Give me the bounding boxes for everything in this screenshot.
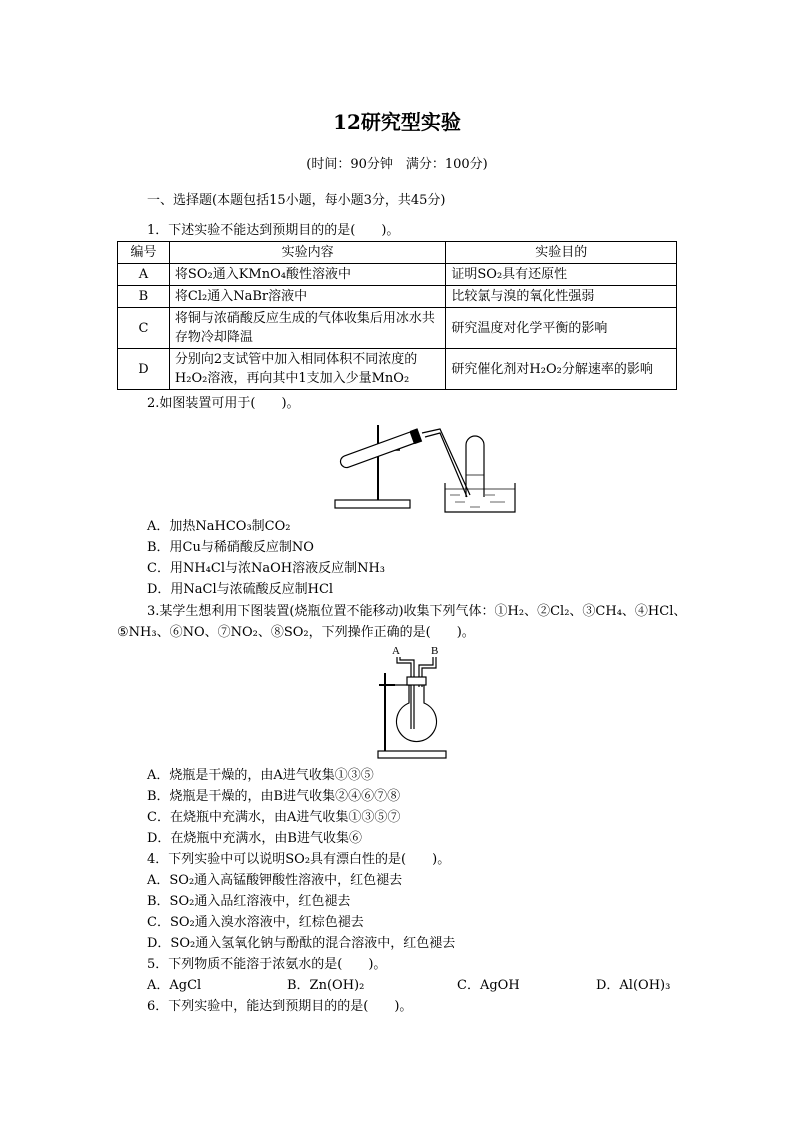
q1-table <box>117 241 677 390</box>
q1-stem: 1．下述实验不能达到预期目的的是( )。 <box>147 223 400 238</box>
q2-stem: 2.如图装置可用于( )。 <box>147 396 300 411</box>
row-purpose: 比较氯与溴的氧化性强弱 <box>446 286 677 308</box>
page-title: 12研究型实验 <box>333 110 461 134</box>
q5-option-a: A．AgCl <box>147 978 202 993</box>
q2-option-a: A．加热NaHCO₃制CO₂ <box>147 519 291 534</box>
q4-stem: 4．下列实验中可以说明SO₂具有漂白性的是( )。 <box>147 852 451 867</box>
table-row <box>118 264 677 286</box>
q2-apparatus-diagram <box>330 415 520 515</box>
row-content: 将SO₂通入KMnO₄酸性溶液中 <box>169 264 445 286</box>
row-content: 将Cl₂通入NaBr溶液中 <box>169 286 445 308</box>
label-b: B <box>431 645 439 657</box>
q2-option-c: C．用NH₄Cl与浓NaOH溶液反应制NH₃ <box>147 561 386 576</box>
row-purpose: 研究温度对化学平衡的影响 <box>446 308 677 349</box>
row-id: C <box>118 308 170 349</box>
label-a: A <box>392 645 400 657</box>
row-id: A <box>118 264 170 286</box>
q3-option-b: B．烧瓶是干燥的，由B进气收集②④⑥⑦⑧ <box>147 789 401 804</box>
header-purpose: 实验目的 <box>446 242 677 264</box>
q2-option-b: B．用Cu与稀硝酸反应制NO <box>147 540 314 555</box>
q4-option-c: C．SO₂通入溴水溶液中，红棕色褪去 <box>147 915 364 930</box>
q3-stem-line2: ⑤NH₃、⑥NO、⑦NO₂、⑧SO₂，下列操作正确的是( )。 <box>117 625 475 640</box>
q5-stem: 5．下列物质不能溶于浓氨水的是( )。 <box>147 957 387 972</box>
q6-stem: 6．下列实验中，能达到预期目的的是( )。 <box>147 999 413 1014</box>
table-header-row <box>118 242 677 264</box>
row-id: D <box>118 349 170 390</box>
q5-option-d: D．Al(OH)₃ <box>596 978 671 993</box>
table-row <box>118 286 677 308</box>
table-row <box>118 308 677 349</box>
q4-option-d: D．SO₂通入氢氧化钠与酚酞的混合溶液中，红色褪去 <box>147 936 456 951</box>
q2-option-d: D．用NaCl与浓硫酸反应制HCl <box>147 582 334 597</box>
row-purpose: 研究催化剂对H₂O₂分解速率的影响 <box>446 349 677 390</box>
row-content: 分别向2支试管中加入相同体积不同浓度的H₂O₂溶液，再向其中1支加入少量MnO₂ <box>169 349 445 390</box>
header-content: 实验内容 <box>169 242 445 264</box>
q3-stem-line1: 3.某学生想利用下图装置(烧瓶位置不能移动)收集下列气体：①H₂、②Cl₂、③CH₄、④HCl、 <box>147 604 687 619</box>
subtitle: (时间：90分钟 满分：100分) <box>306 157 488 172</box>
q5-option-c: C．AgOH <box>457 978 520 993</box>
q5-option-b: B．Zn(OH)₂ <box>287 978 365 993</box>
header-id: 编号 <box>118 242 170 264</box>
row-purpose: 证明SO₂具有还原性 <box>446 264 677 286</box>
q3-option-a: A．烧瓶是干燥的，由A进气收集①③⑤ <box>147 768 374 783</box>
q4-option-b: B．SO₂通入品红溶液中，红色褪去 <box>147 894 351 909</box>
section-heading: 一、选择题(本题包括15小题，每小题3分，共45分) <box>147 193 446 208</box>
q3-flask-diagram <box>375 643 450 761</box>
row-content: 将铜与浓硝酸反应生成的气体收集后用冰水共存物冷却降温 <box>169 308 445 349</box>
q3-option-d: D．在烧瓶中充满水，由B进气收集⑥ <box>147 831 362 846</box>
row-id: B <box>118 286 170 308</box>
table-row <box>118 349 677 390</box>
q3-option-c: C．在烧瓶中充满水，由A进气收集①③⑤⑦ <box>147 810 401 825</box>
q4-option-a: A．SO₂通入高锰酸钾酸性溶液中，红色褪去 <box>147 873 403 888</box>
